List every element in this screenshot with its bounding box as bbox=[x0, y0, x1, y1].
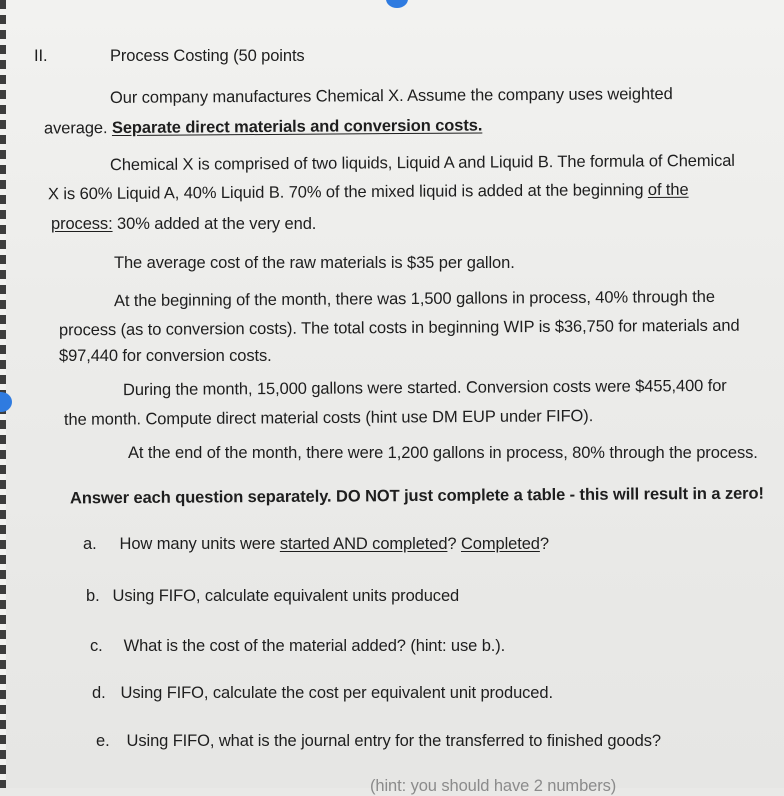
section-numeral: II. bbox=[34, 47, 48, 65]
p4-line3: $97,440 for conversion costs. bbox=[59, 347, 272, 365]
p5-line2: the month. Compute direct material costs (hint use DM EUP under FIFO). bbox=[63, 407, 594, 429]
p4-line2: process (as to conversion costs). The total costs in beginning WIP is $36,750 for materials and bbox=[58, 316, 740, 340]
p2-line2-underlined: of the bbox=[647, 180, 689, 200]
question-c-text: What is the cost of the material added? (hint: use b.). bbox=[123, 637, 506, 655]
question-d bbox=[92, 683, 553, 703]
question-b-text: Using FIFO, calculate equivalent units produced bbox=[112, 587, 460, 605]
p1-line1: Our company manufactures Chemical X. Assume the company uses weighted bbox=[109, 85, 673, 107]
question-a-middle: ? bbox=[447, 535, 457, 553]
p3-line1: The average cost of the raw materials is $35 per gallon. bbox=[114, 254, 515, 272]
question-c-marker: c. bbox=[90, 637, 103, 655]
question-a-marker: a. bbox=[83, 535, 97, 553]
selection-handle-top[interactable] bbox=[386, 0, 408, 8]
question-e bbox=[96, 731, 661, 751]
section-heading: Process Costing (50 points bbox=[110, 47, 305, 65]
p2-line1: Chemical X is comprised of two liquids, Liquid A and Liquid B. The formula of Chemical bbox=[109, 151, 735, 175]
question-d-text: Using FIFO, calculate the cost per equivalent unit produced. bbox=[120, 684, 553, 702]
cutoff-hint-line: (hint: you should have 2 numbers) bbox=[370, 777, 617, 795]
question-e-text: Using FIFO, what is the journal entry for the transferred to finished goods? bbox=[126, 732, 661, 750]
p6-line1: At the end of the month, there were 1,200 gallons in process, 80% through the process. bbox=[128, 444, 758, 462]
p2-line2-prefix: X is 60% Liquid A, 40% Liquid B. 70% of the mixed liquid is added at the beginning bbox=[47, 181, 644, 204]
question-a-prefix: How many units were bbox=[119, 535, 276, 553]
p4-line1: At the beginning of the month, there was 1,500 gallons in process, 40% through the bbox=[113, 287, 715, 311]
p1-line2-prefix: average. bbox=[43, 119, 108, 138]
selection-handle-left[interactable] bbox=[0, 392, 12, 412]
question-a-underlined-2: Completed bbox=[460, 535, 540, 553]
p2-line2 bbox=[48, 180, 689, 204]
question-d-marker: d. bbox=[92, 684, 106, 702]
question-e-marker: e. bbox=[96, 732, 110, 750]
p5-line1: During the month, 15,000 gallons were started. Conversion costs were $455,400 for bbox=[122, 376, 727, 400]
p1-emphasis: Separate direct materials and conversion costs. bbox=[111, 116, 483, 138]
p2-line3-suffix: 30% added at the very end. bbox=[117, 215, 317, 233]
p1-line2 bbox=[44, 115, 482, 138]
p2-line3 bbox=[51, 214, 316, 234]
question-a-suffix: ? bbox=[539, 535, 549, 553]
question-b bbox=[86, 586, 459, 606]
question-a-underlined-1: started AND completed bbox=[279, 535, 448, 553]
question-c bbox=[90, 636, 505, 656]
question-a bbox=[83, 534, 549, 554]
question-b-marker: b. bbox=[86, 587, 100, 605]
p2-line3-underlined: process: bbox=[51, 215, 113, 233]
warning-text: Answer each question separately. DO NOT just complete a table - this will result in a zero! bbox=[69, 484, 764, 508]
